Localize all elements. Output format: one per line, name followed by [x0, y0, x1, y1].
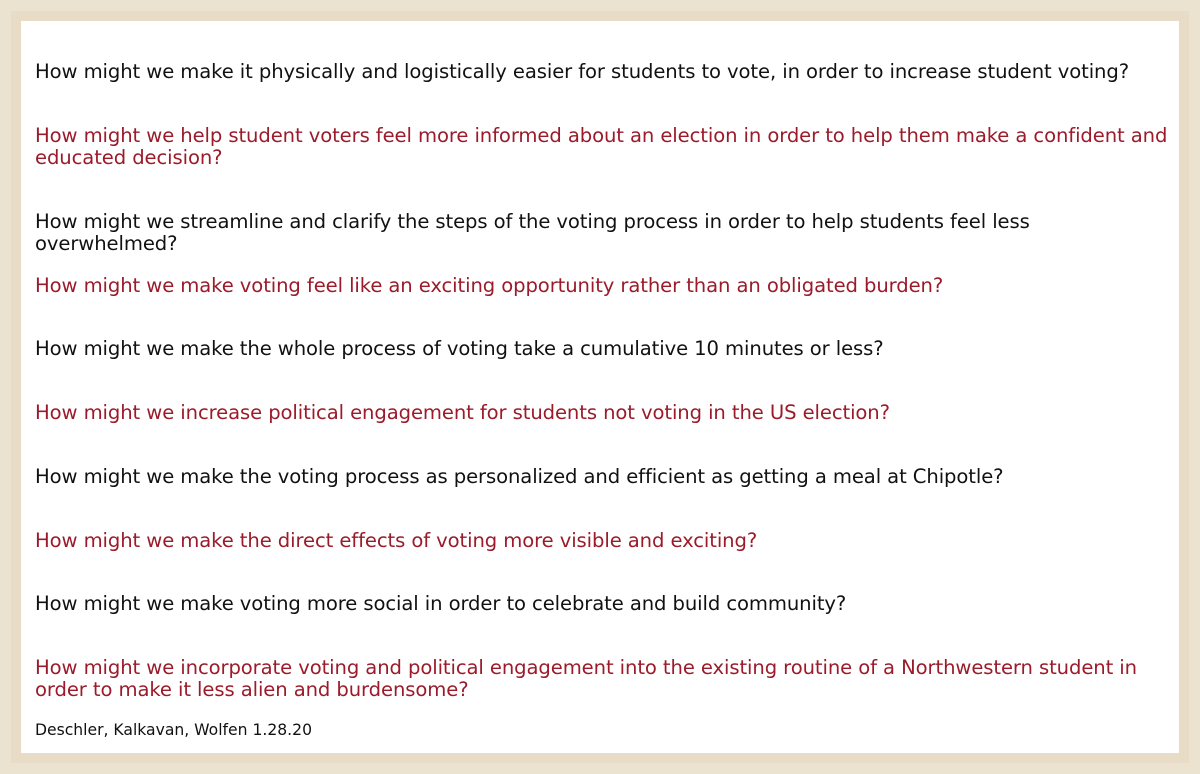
question-5: How might we make the whole process of voting take a cumulative 10 minutes or less?	[35, 337, 884, 360]
document-page	[21, 21, 1179, 753]
page-frame	[11, 11, 1189, 763]
question-6: How might we increase political engagement for students not voting in the US election?	[35, 401, 890, 424]
question-1: How might we make it physically and logistically easier for students to vote, in order to increase student voting?	[35, 60, 1129, 83]
question-7: How might we make the voting process as personalized and efficient as getting a meal at Chipotle?	[35, 465, 1004, 488]
author-credit: Deschler, Kalkavan, Wolfen 1.28.20	[35, 721, 312, 739]
question-2: How might we help student voters feel more informed about an election in order to help them make a confident and educated decision?	[35, 124, 1168, 169]
question-4: How might we make voting feel like an exciting opportunity rather than an obligated burden?	[35, 274, 944, 297]
question-3: How might we streamline and clarify the steps of the voting process in order to help students feel less overwhelmed?	[35, 210, 1030, 255]
question-8: How might we make the direct effects of voting more visible and exciting?	[35, 529, 758, 552]
question-9: How might we make voting more social in order to celebrate and build community?	[35, 592, 847, 615]
question-10: How might we incorporate voting and political engagement into the existing routine of a Northwestern student in order to make it less alien and burdensome?	[35, 656, 1137, 701]
